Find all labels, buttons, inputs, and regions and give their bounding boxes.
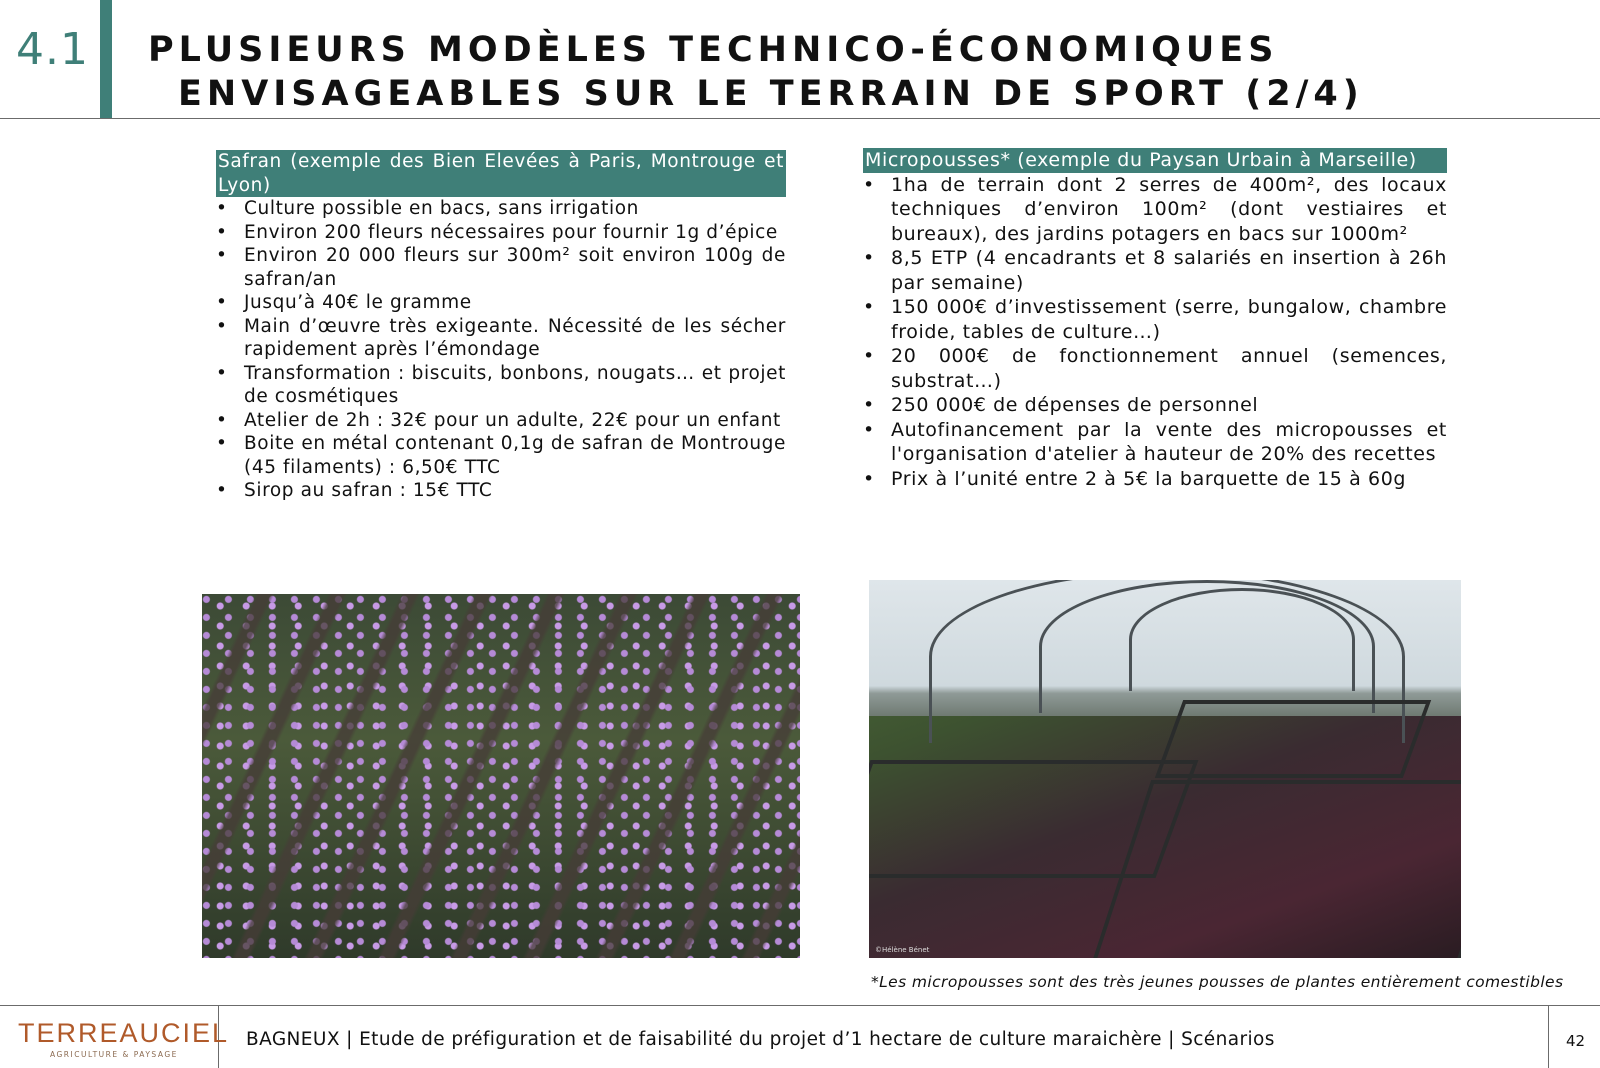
micropousses-section bbox=[863, 148, 1447, 491]
page-title-line-1: PLUSIEURS MODÈLES TECHNICO-ÉCONOMIQUES bbox=[148, 30, 1279, 70]
saffron-section bbox=[216, 150, 786, 503]
micropousses-list bbox=[863, 173, 1447, 492]
list-item: • Boite en métal contenant 0,1g de safran de Montrouge (45 filaments) : 6,50€ TTC bbox=[216, 432, 786, 479]
list-item: • Culture possible en bacs, sans irrigation bbox=[216, 197, 786, 221]
micropousses-heading: Micropousses* (exemple du Paysan Urbain à Marseille) bbox=[863, 148, 1447, 173]
photo-credit: ©Hélène Bénet bbox=[875, 946, 930, 954]
footnote: *Les micropousses sont des très jeunes pousses de plantes entièrement comestibles bbox=[871, 973, 1564, 991]
footer-separator bbox=[1548, 1005, 1549, 1068]
page-title-line-2: ENVISAGEABLES SUR LE TERRAIN DE SPORT (2/4) bbox=[178, 74, 1364, 114]
company-logo: TERREAUCIEL bbox=[18, 1018, 230, 1048]
footer-divider bbox=[0, 1005, 1600, 1006]
list-item: • Transformation : biscuits, bonbons, nougats… et projet de cosmétiques bbox=[216, 362, 786, 409]
header-accent-bar bbox=[100, 0, 112, 118]
header-divider bbox=[0, 118, 1600, 119]
list-item: • Environ 200 fleurs nécessaires pour fournir 1g d’épice bbox=[216, 221, 786, 245]
list-item: • Sirop au safran : 15€ TTC bbox=[216, 479, 786, 503]
list-item: • Jusqu’à 40€ le gramme bbox=[216, 291, 786, 315]
list-item: • Environ 20 000 fleurs sur 300m² soit environ 100g de safran/an bbox=[216, 244, 786, 291]
list-item: • 20 000€ de fonctionnement annuel (semences, substrat…) bbox=[863, 344, 1447, 393]
list-item: • Main d’œuvre très exigeante. Nécessité de les sécher rapidement après l’émondage bbox=[216, 315, 786, 362]
company-logo-tagline: AGRICULTURE & PAYSAGE bbox=[50, 1050, 178, 1059]
list-item: • 150 000€ d’investissement (serre, bungalow, chambre froide, tables de culture…) bbox=[863, 295, 1447, 344]
list-item: • 1ha de terrain dont 2 serres de 400m², des locaux techniques d’environ 100m² (dont vestiaires et bureaux), des jardins potagers en bacs sur 1000m² bbox=[863, 173, 1447, 247]
saffron-field-photo bbox=[202, 594, 800, 958]
list-item: • Autofinancement par la vente des micropousses et l'organisation d'atelier à hauteur de 20% des recettes bbox=[863, 418, 1447, 467]
page-number: 42 bbox=[1566, 1032, 1586, 1050]
saffron-list bbox=[216, 197, 786, 503]
footer-text: BAGNEUX | Etude de préfiguration et de faisabilité du projet d’1 hectare de culture maraichère | Scénarios bbox=[246, 1029, 1275, 1050]
list-item: • Prix à l’unité entre 2 à 5€ la barquette de 15 à 60g bbox=[863, 467, 1447, 492]
greenhouse-photo bbox=[869, 580, 1461, 958]
list-item: • 8,5 ETP (4 encadrants et 8 salariés en insertion à 26h par semaine) bbox=[863, 246, 1447, 295]
growing-tray bbox=[1155, 700, 1431, 778]
saffron-heading: Safran (exemple des Bien Elevées à Paris, Montrouge et Lyon) bbox=[218, 151, 784, 196]
growing-tray bbox=[1087, 780, 1461, 958]
greenhouse-arch bbox=[1129, 588, 1355, 691]
list-item: • Atelier de 2h : 32€ pour un adulte, 22€ pour un enfant bbox=[216, 409, 786, 433]
list-item: • 250 000€ de dépenses de personnel bbox=[863, 393, 1447, 418]
section-number: 4.1 bbox=[16, 24, 89, 75]
